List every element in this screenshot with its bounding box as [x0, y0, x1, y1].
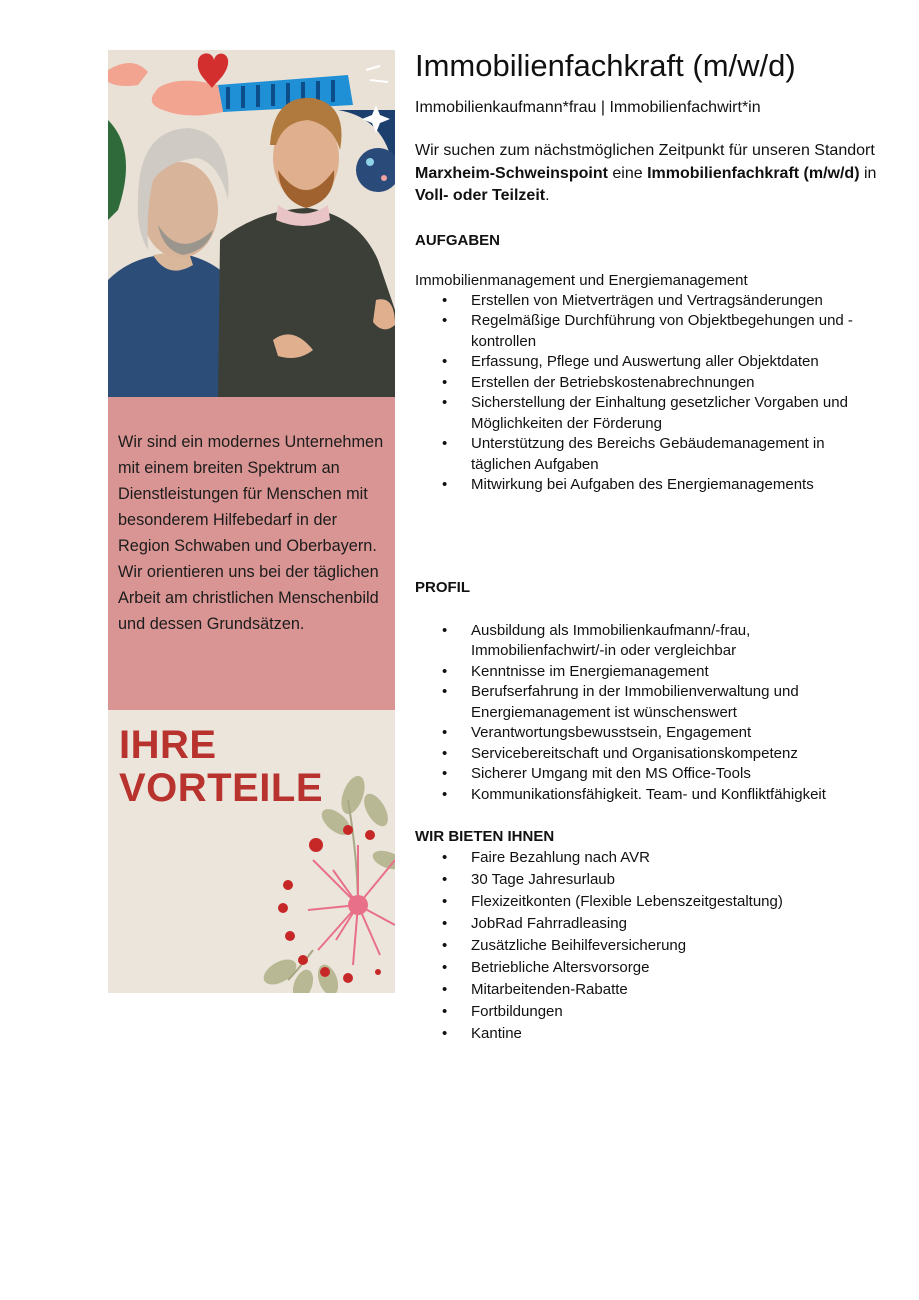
list-item: • Servicebereitschaft und Organisationskompetenz: [415, 744, 885, 765]
list-item: • Zusätzliche Beihilfeversicherung: [415, 935, 885, 957]
list-item: • Erstellen der Betriebskostenabrechnungen: [415, 373, 885, 394]
intro-text-3: in: [859, 164, 877, 182]
aufgaben-heading: AUFGABEN: [415, 231, 500, 249]
job-title: Immobilienfachkraft (m/w/d): [415, 48, 796, 83]
list-item: • Sicherstellung der Einhaltung gesetzlicher Vorgaben und Möglichkeiten der Förderung: [415, 393, 885, 434]
list-item: • Betriebliche Altersvorsorge: [415, 957, 885, 979]
sidebar: [108, 50, 395, 993]
intro-hours: Voll- oder Teilzeit: [415, 187, 546, 204]
list-item: • Regelmäßige Durchführung von Objektbegehungen und -kontrollen: [415, 311, 885, 352]
intro-location: Marxheim-Schweinspoint: [415, 164, 608, 182]
job-intro: [415, 140, 885, 208]
list-item: • Kenntnisse im Energiemanagement: [415, 662, 885, 683]
list-item: • Mitwirkung bei Aufgaben des Energiemanagements: [415, 475, 885, 496]
list-item: • Fortbildungen: [415, 1001, 885, 1023]
list-item: • Ausbildung als Immobilienkaufmann/-frau, Immobilienfachwirt/-in oder vergleichbar: [415, 621, 885, 662]
hero-photo: [108, 50, 395, 397]
bieten-list: [415, 847, 885, 1045]
vorteile-banner: [108, 710, 395, 993]
list-item: • JobRad Fahrradleasing: [415, 913, 885, 935]
list-item: • Unterstützung des Bereichs Gebäudemanagement in täglichen Aufgaben: [415, 434, 885, 475]
aufgaben-list: [415, 291, 885, 496]
photo-illustration: [108, 50, 395, 397]
list-item: • Kommunikationsfähigkeit. Team- und Konfliktfähigkeit: [415, 785, 885, 806]
vorteile-heading: [119, 724, 323, 810]
intro-text-4: .: [545, 187, 550, 204]
profil-heading: PROFIL: [415, 578, 470, 596]
job-subtitle: Immobilienkaufmann*frau | Immobilienfachwirt*in: [415, 99, 761, 116]
intro-position: Immobilienfachkraft (m/w/d): [647, 164, 860, 182]
list-item: • Mitarbeitenden-Rabatte: [415, 979, 885, 1001]
list-item: • Berufserfahrung in der Immobilienverwaltung und Energiemanagement ist wünschenswert: [415, 682, 885, 723]
vorteile-line-1: IHRE: [119, 723, 217, 767]
list-item: • Sicherer Umgang mit den MS Office-Tools: [415, 764, 885, 785]
list-item: • Kantine: [415, 1023, 885, 1045]
list-item: • Flexizeitkonten (Flexible Lebenszeitgestaltung): [415, 891, 885, 913]
bieten-heading: WIR BIETEN IHNEN: [415, 828, 555, 845]
intro-text-1: Wir suchen zum nächstmöglichen Zeitpunkt für unseren Standort: [415, 142, 875, 159]
list-item: • Erstellen von Mietverträgen und Vertragsänderungen: [415, 291, 885, 312]
vorteile-line-2: VORTEILE: [119, 766, 324, 810]
job-posting: [415, 44, 885, 1045]
aufgaben-subheading: Immobilienmanagement und Energiemanagement: [415, 271, 748, 289]
list-item: • Faire Bezahlung nach AVR: [415, 847, 885, 869]
about-box: [108, 397, 395, 710]
profil-list: [415, 621, 885, 806]
about-text: Wir sind ein modernes Unternehmen mit einem breiten Spektrum an Dienstleistungen für Menschen mit besonderem Hilfebedarf in der Region Schwaben und Oberbayern. Wir orientieren uns bei der täglichen Arbeit am christlichen Menschenbild und dessen Grundsätzen.: [118, 433, 384, 633]
list-item: • Erfassung, Pflege und Auswertung aller Objektdaten: [415, 352, 885, 373]
list-item: • Verantwortungsbewusstsein, Engagement: [415, 723, 885, 744]
intro-text-2: eine: [607, 164, 648, 182]
list-item: • 30 Tage Jahresurlaub: [415, 869, 885, 891]
